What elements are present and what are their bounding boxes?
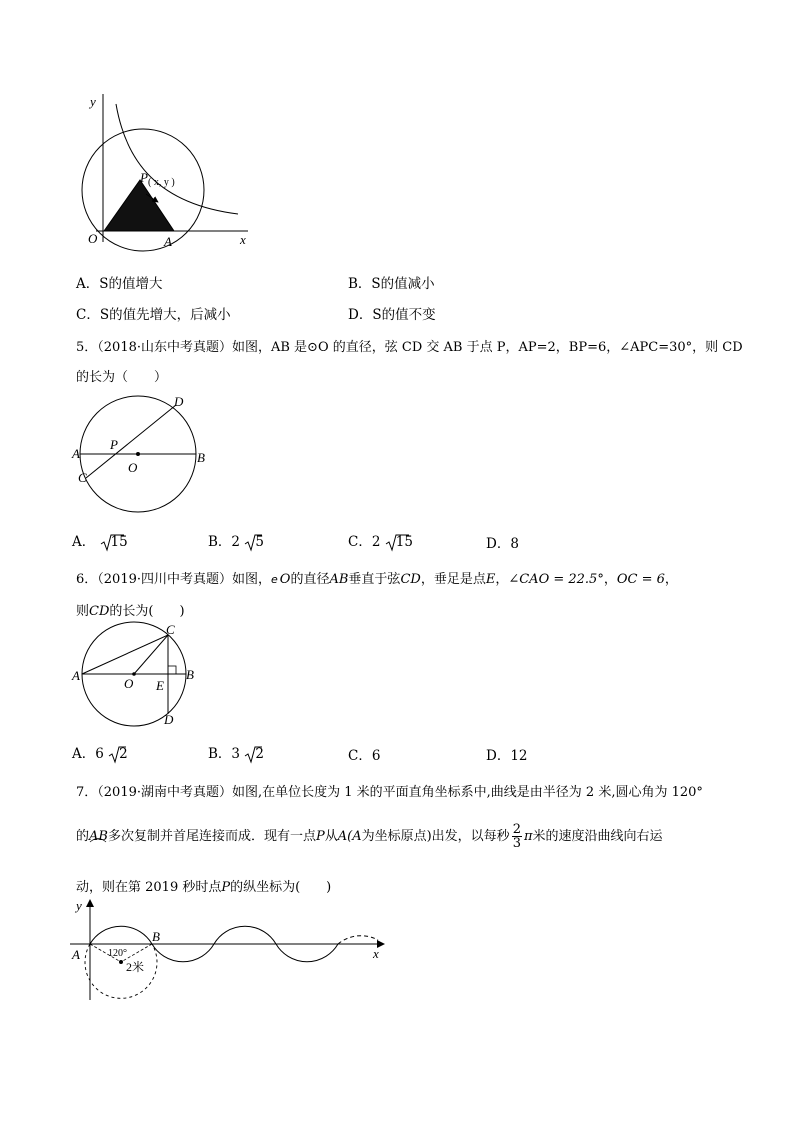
q6-option-b: B．3 2 xyxy=(208,742,264,765)
q5-a-sqrt xyxy=(100,533,124,553)
q4-option-c: C．S的值先增大，后减小 xyxy=(76,307,231,323)
q4-option-d: D．S的值不变 xyxy=(348,307,436,323)
label-p-coord: ( x, y ) xyxy=(148,177,175,188)
q5-label-p: P xyxy=(110,437,118,452)
q7-stem-line2: 的AB 多次复制并首尾连接而成．现有一点P从A(A为坐标原点)出发，以每秒 $\frac{2}{3}$ π米的速度沿曲线向右运 xyxy=(76,822,663,851)
q6-stem-line1: 6．（2019·四川中考真题）如图，e O的直径AB垂直于弦CD，垂足是点E，∠CAO = 22.5°，OC = 6， xyxy=(76,572,678,587)
q7-fraction: $\frac{2}{3}$ xyxy=(512,822,521,851)
q6-label-b: B xyxy=(186,667,194,682)
q7-stem-line1: 7．（2019·湖南中考真题）如图,在单位长度为 1 米的平面直角坐标系中,曲线是由半径为 2 米,圆心角为 120° xyxy=(76,785,703,800)
label-p: P xyxy=(140,170,148,185)
q6-option-a: A．6 2 xyxy=(72,742,128,765)
q5-label-b: B xyxy=(197,450,205,465)
q5-b-sqrt xyxy=(244,533,262,553)
q5-label-o: O xyxy=(128,460,138,475)
q5-stem-line2: 的长为（ ） xyxy=(76,370,168,385)
q7-label-angle: 120° xyxy=(108,948,127,959)
q6-figure xyxy=(68,620,208,732)
label-a: A xyxy=(164,234,172,249)
q6-label-c: C xyxy=(166,622,175,637)
q5-option-c: C．2 15 xyxy=(348,530,413,553)
q5-option-b: B．2 5 xyxy=(208,530,264,553)
q7-label-radius: 2米 xyxy=(126,960,145,974)
q4-option-a: A．S的值增大 xyxy=(76,276,163,292)
q6-label-a: A xyxy=(72,668,80,683)
q6-stem-line2: 则CD的长为( ) xyxy=(76,604,185,619)
q4-option-b: B．S的值减小 xyxy=(348,276,435,292)
q5-label-a: A xyxy=(72,446,80,461)
q5-option-a: A． 15 xyxy=(72,530,128,553)
q6-option-c: C．6 xyxy=(348,748,381,764)
q5-center-dot xyxy=(136,452,140,456)
label-x: x xyxy=(240,232,246,247)
q6-segment-ac xyxy=(82,635,168,674)
q5-stem-line1: 5．（2018·山东中考真题）如图，AB 是⊙O 的直径，弦 CD 交 AB 于点 P，AP=2，BP=6，∠APC=30°，则 CD xyxy=(76,340,743,355)
q6-b-sqrt xyxy=(244,745,262,765)
q6-right-angle-mark xyxy=(168,666,176,674)
q6-label-e: E xyxy=(156,678,164,693)
q7-stem-line3: 动，则在第 2019 秒时点P的纵坐标为( ) xyxy=(76,880,332,895)
q5-label-c: C xyxy=(78,470,87,485)
label-y: y xyxy=(90,94,96,109)
q5-option-d: D．8 xyxy=(486,536,519,552)
q6-segment-oc xyxy=(134,635,168,674)
q7-label-y: y xyxy=(76,898,82,913)
q6-option-d: D．12 xyxy=(486,748,528,764)
q7-label-x: x xyxy=(373,946,379,961)
q6-label-d: D xyxy=(164,712,174,727)
q5-c-sqrt xyxy=(385,533,409,553)
q7-arc-ab: AB xyxy=(89,829,108,844)
q5-figure xyxy=(70,392,220,522)
q6-label-o: O xyxy=(124,676,134,691)
q7-center-dot xyxy=(119,960,123,964)
q4-figure xyxy=(78,92,258,252)
q6-a-sqrt xyxy=(108,745,126,765)
q7-wave-continuation xyxy=(338,936,378,944)
q7-label-b: B xyxy=(152,929,160,944)
q5-label-d: D xyxy=(174,394,184,409)
q7-label-a: A xyxy=(72,947,80,962)
label-o: O xyxy=(88,231,98,246)
q7-figure xyxy=(66,896,396,1006)
